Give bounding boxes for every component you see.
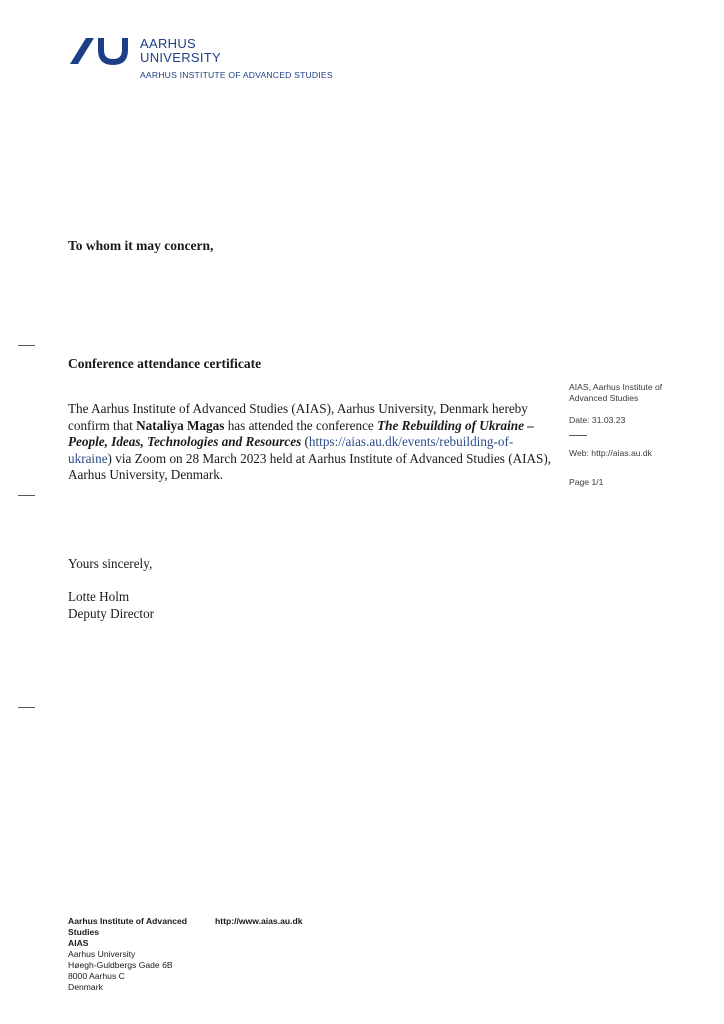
footer-address-line: Aarhus University xyxy=(68,949,136,959)
conference-link[interactable]: https://aias.au.dk/events/rebuilding-of-ukraine xyxy=(68,434,514,466)
sidebar-org-line: AIAS, Aarhus Institute of xyxy=(569,382,663,392)
attendee-name: Nataliya Magas xyxy=(136,417,225,433)
body-text-part: ) via Zoom on 28 March 2023 held at Aarhus Institute of Advanced Studies (AIAS), Aarhus University, Denmark. xyxy=(68,450,552,483)
sidebar-org-line: Advanced Studies xyxy=(569,393,639,403)
sidebar-org xyxy=(569,382,662,404)
body-text-part: The Aarhus Institute of Advanced Studies (AIAS), Aarhus University, Denmark hereby confirm that xyxy=(68,401,528,433)
logo-subtitle: AARHUS INSTITUTE OF ADVANCED STUDIES xyxy=(140,70,333,80)
footer-address-line: Høegh-Guldbergs Gade 6B xyxy=(68,960,173,970)
signer-title: Deputy Director xyxy=(68,605,155,621)
letter-body xyxy=(68,401,552,484)
document-title: Conference attendance certificate xyxy=(68,356,262,371)
body-text-part: has attended the conference xyxy=(224,417,378,433)
footer-website[interactable]: http://www.aias.au.dk xyxy=(215,916,303,926)
fold-mark xyxy=(18,345,35,346)
aarhus-university-logo-icon xyxy=(68,34,128,66)
footer-org-line: Studies xyxy=(68,927,100,937)
sidebar-web: Web: http://aias.au.dk xyxy=(569,448,652,458)
body-text-part: ( xyxy=(301,434,309,450)
signature-block xyxy=(68,589,154,622)
conference-title: The Rebuilding of Ukraine – People, Ideas, Technologies and Resources xyxy=(68,417,534,450)
footer-org-line: Aarhus Institute of Advanced xyxy=(68,916,188,926)
fold-mark xyxy=(18,707,35,708)
logo-text-aarhus: AARHUS xyxy=(140,36,196,51)
footer-address-line: Denmark xyxy=(68,982,103,992)
salutation: To whom it may concern, xyxy=(68,238,214,253)
closing: Yours sincerely, xyxy=(68,556,153,571)
fold-mark xyxy=(18,495,35,496)
footer-org-line: AIAS xyxy=(68,938,89,948)
sidebar-page: Page 1/1 xyxy=(569,477,604,487)
sidebar-divider xyxy=(569,435,587,436)
footer-address-line: 8000 Aarhus C xyxy=(68,971,125,981)
sidebar-date: Date: 31.03.23 xyxy=(569,415,626,425)
logo-text-university: UNIVERSITY xyxy=(140,50,222,65)
footer-address xyxy=(68,916,187,993)
signer-name: Lotte Holm xyxy=(68,589,130,604)
